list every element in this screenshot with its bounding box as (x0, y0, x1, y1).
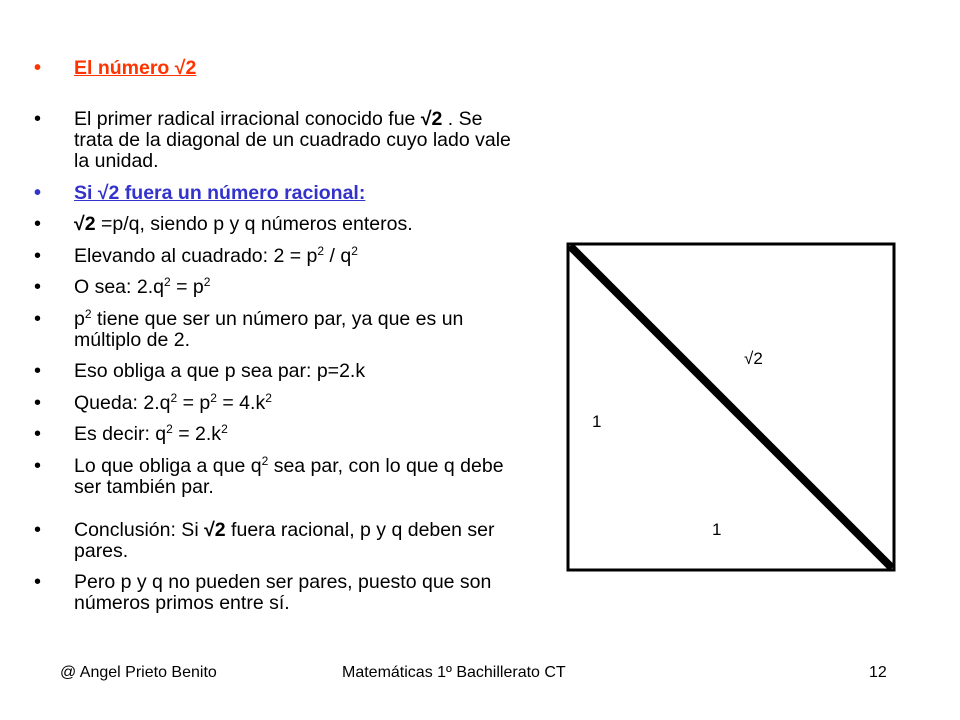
footer-course: Matemáticas 1º Bachillerato CT (342, 664, 566, 681)
squaring-pre: Elevando al cuadrado: 2 = p (74, 244, 318, 267)
bullet-dot: • (34, 307, 42, 330)
superscript: 2 (170, 390, 178, 405)
diagonal-label: √2 (744, 349, 763, 368)
superscript: 2 (351, 243, 358, 258)
superscript: 2 (265, 390, 272, 405)
superscript: 2 (221, 422, 228, 436)
queda-pre: Queda: 2.q (74, 391, 171, 414)
conclusion-pre: Conclusión: Si (74, 518, 205, 541)
bullet-dot: • (34, 276, 42, 298)
queda-mid1: = p (177, 391, 211, 414)
qeven-pre: Lo que obliga a que q (74, 454, 262, 477)
item-conclusion (34, 520, 524, 562)
esdecir-mid: = 2.k (172, 423, 222, 445)
slide-title (34, 58, 524, 79)
bullet-dot: • (34, 391, 42, 414)
bullet-dot: • (34, 57, 42, 79)
bullet-dot: • (34, 454, 42, 477)
superscript: 2 (163, 275, 171, 289)
superscript: 2 (210, 390, 217, 405)
bullet-dot: • (34, 571, 42, 593)
esdecir-pre: Es decir: q (74, 423, 167, 445)
hypothesis-text: Si √2 fuera un número racional: (74, 181, 366, 204)
qeven-post: sea par, con lo que q debe ser también par. (74, 454, 504, 498)
even-pre: p (74, 307, 85, 330)
bullet-dot: • (34, 108, 42, 130)
item-forces (34, 361, 524, 382)
equation-rest: =p/q, siendo p y q números enteros. (95, 213, 413, 235)
item-qeven (34, 453, 524, 498)
squaring-mid: / q (324, 244, 352, 267)
item-even (34, 306, 524, 351)
bullet-dot: • (34, 360, 42, 382)
item-contradiction (34, 572, 524, 614)
equation-symbol: √2 (74, 213, 96, 235)
osea-mid: = p (170, 276, 204, 298)
superscript: 2 (84, 306, 92, 321)
intro-post: . Se trata de la diagonal de un cuadrado cuyo lado vale la unidad. (74, 108, 511, 172)
square-diagram (566, 242, 896, 572)
superscript: 2 (261, 453, 269, 468)
item-hypothesis (34, 183, 524, 204)
bullet-dot: • (34, 244, 42, 267)
bullet-dot: • (34, 423, 42, 445)
superscript: 2 (317, 243, 325, 258)
item-intro (34, 109, 524, 172)
bullet-dot: • (34, 518, 42, 541)
bullet-dot: • (34, 213, 42, 235)
queda-mid2: = 4.k (216, 391, 266, 414)
conclusion-symbol: √2 (204, 518, 226, 541)
contradiction-text: Pero p y q no pueden ser pares, puesto que son números primos entre sí. (74, 571, 492, 614)
superscript: 2 (203, 275, 211, 289)
superscript: 2 (166, 422, 173, 436)
side-label: 1 (592, 412, 602, 431)
item-equation (34, 214, 524, 235)
item-squaring (34, 243, 524, 267)
even-post: tiene que ser un número par, ya que es un múltiplo de 2. (74, 307, 464, 351)
forces-text: Eso obliga a que p sea par: p=2.k (74, 360, 366, 382)
osea-pre: O sea: 2.q (74, 276, 164, 298)
intro-pre: El primer radical irracional conocido fue (74, 108, 421, 130)
item-queda (34, 390, 524, 414)
item-osea (34, 277, 524, 298)
footer-author: @ Angel Prieto Benito (60, 664, 217, 681)
conclusion-post: fuera racional, p y q deben ser pares. (74, 518, 495, 562)
title-prefix: El número (74, 57, 175, 79)
bullet-dot: • (34, 181, 42, 204)
item-esdecir (34, 424, 524, 445)
intro-symbol: √2 (420, 108, 443, 130)
bullet-list (34, 58, 524, 625)
square-diagram-svg (566, 242, 896, 572)
bottom-label: 1 (712, 520, 722, 539)
title-symbol: √2 (174, 57, 197, 79)
footer-page-number: 12 (869, 664, 887, 681)
